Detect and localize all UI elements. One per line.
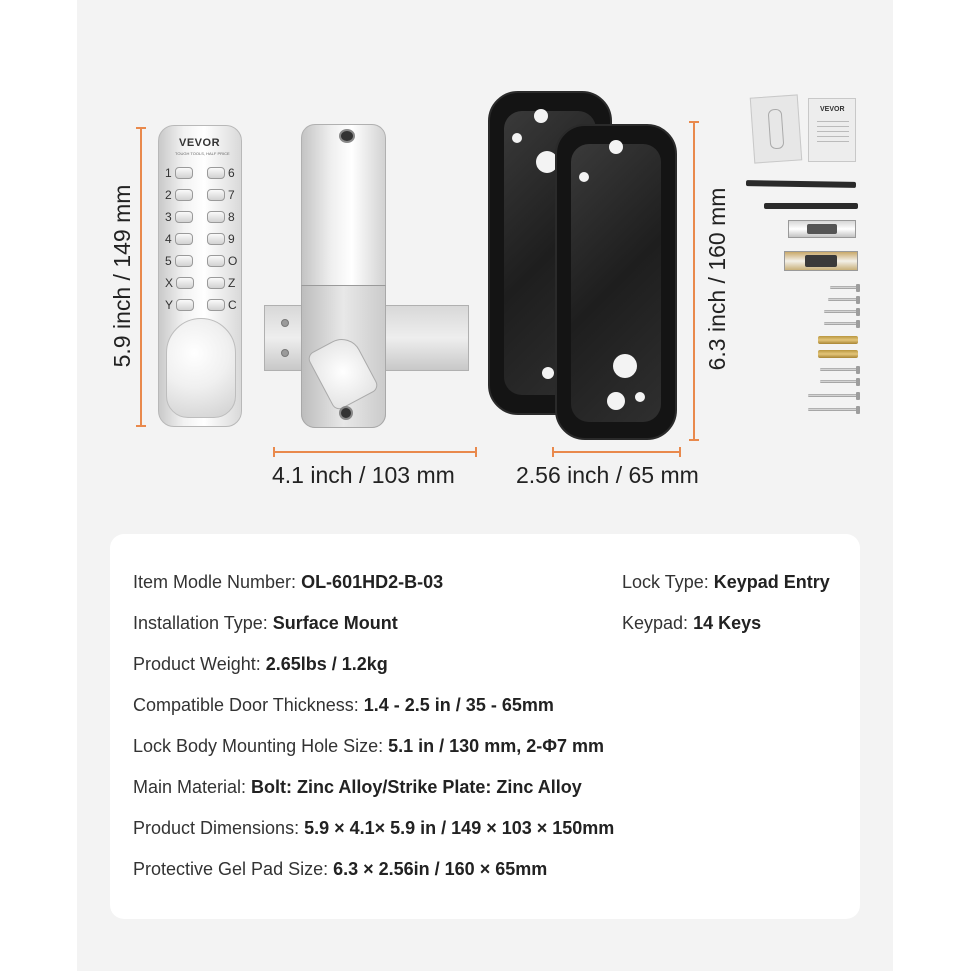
key-row [165, 228, 197, 250]
spec-row-gel-pad [133, 859, 547, 880]
spec-card [110, 534, 860, 919]
lock-width-tick-left [273, 447, 275, 457]
key-row [165, 272, 197, 294]
screw [820, 380, 858, 383]
screw-head [856, 320, 860, 328]
spec-row-material [133, 777, 582, 798]
spec-label: Compatible Door Thickness: [133, 695, 364, 715]
key-row [165, 294, 197, 316]
manual-lines [817, 121, 849, 145]
key-button[interactable] [207, 211, 225, 223]
lock-height-tick-top [136, 127, 146, 129]
key-button[interactable] [207, 233, 225, 245]
strike-plate [788, 220, 856, 238]
gel-pad-front [555, 124, 677, 440]
key-button[interactable] [176, 299, 194, 311]
gel-pad-hole [613, 354, 637, 378]
spec-label: Product Dimensions: [133, 818, 305, 838]
key-row [204, 206, 237, 228]
spec-label: Installation Type: [133, 613, 273, 633]
screw-head [856, 406, 860, 414]
screw [808, 394, 858, 397]
key-button[interactable] [207, 189, 225, 201]
spec-value: Keypad Entry [713, 572, 830, 592]
spec-row-mounting-hole [133, 736, 604, 757]
spec-value: Surface Mount [272, 613, 398, 633]
spec-row-dimensions [133, 818, 614, 839]
lock-width-label: 4.1 inch / 103 mm [272, 462, 455, 488]
key-button[interactable] [175, 189, 193, 201]
gel-pad-recess [571, 144, 661, 422]
screw [820, 368, 858, 371]
spec-value: 5.9 × 4.1× 5.9 in / 149 × 103 × 150mm [304, 818, 615, 838]
mounting-hole-top [339, 129, 355, 143]
key-row [165, 184, 197, 206]
pad-width-tick-left [552, 447, 554, 457]
key-label: Y [165, 298, 174, 312]
manual-brand: VEVOR [820, 106, 845, 113]
strike-opening [807, 224, 837, 234]
pad-width-tick-right [679, 447, 681, 457]
spec-row-door-thickness [133, 695, 554, 716]
screw-head [856, 284, 860, 292]
key-label: Z [228, 276, 236, 290]
key-button[interactable] [207, 277, 225, 289]
screw [828, 298, 858, 301]
spec-value: 2.65lbs / 1.2kg [265, 654, 388, 674]
spec-label: Protective Gel Pad Size: [133, 859, 334, 879]
key-label: 6 [228, 166, 235, 180]
screw [808, 408, 858, 411]
key-row [165, 162, 197, 184]
keypad-left-column [165, 162, 197, 316]
gel-pad-hole [635, 392, 645, 402]
strike-box-opening [805, 255, 837, 267]
spec-label: Keypad: [622, 613, 694, 633]
wall-anchor [818, 350, 858, 358]
spec-label: Main Material: [133, 777, 252, 797]
lock-height-line [140, 128, 142, 426]
key-button[interactable] [176, 277, 194, 289]
lock-knob[interactable] [166, 318, 236, 418]
key-row [204, 162, 237, 184]
screw-head [856, 366, 860, 374]
spec-value: 6.3 × 2.56in / 160 × 65mm [333, 859, 548, 879]
gel-pad-hole [542, 367, 554, 379]
screw-head [856, 308, 860, 316]
key-label: 1 [165, 166, 172, 180]
key-button[interactable] [207, 299, 225, 311]
spec-row-lock-type [622, 572, 830, 593]
key-button[interactable] [175, 233, 193, 245]
strike-box [784, 251, 858, 271]
lock-width-line [274, 451, 476, 453]
screw-head [856, 392, 860, 400]
screw [830, 286, 858, 289]
key-button[interactable] [175, 167, 193, 179]
key-label: O [228, 254, 238, 268]
gel-pad-hole [607, 392, 625, 410]
pad-height-line [693, 122, 695, 440]
spec-value: 1.4 - 2.5 in / 35 - 65mm [363, 695, 554, 715]
pad-height-tick-top [689, 121, 699, 123]
gel-pad-hole [534, 109, 548, 123]
key-label: 3 [165, 210, 172, 224]
key-button[interactable] [175, 255, 193, 267]
spec-row-weight [133, 654, 388, 675]
key-label: 9 [228, 232, 235, 246]
spec-row-model [133, 572, 443, 593]
key-label: 5 [165, 254, 172, 268]
key-label: 2 [165, 188, 172, 202]
key-button[interactable] [207, 255, 225, 267]
spec-value: 5.1 in / 130 mm, 2-Φ7 mm [388, 736, 605, 756]
screw [824, 322, 858, 325]
lock-width-tick-right [475, 447, 477, 457]
user-manual [808, 98, 856, 162]
instruction-sheet [750, 94, 802, 163]
pad-width-line [553, 451, 680, 453]
mounting-hole-bottom [339, 406, 353, 420]
key-row [204, 250, 237, 272]
key-label: X [165, 276, 174, 290]
key-row [165, 250, 197, 272]
pad-height-label: 6.3 inch / 160 mm [704, 187, 730, 371]
pad-width-label: 2.56 inch / 65 mm [516, 462, 699, 488]
key-row [204, 294, 237, 316]
gel-pad-hole [609, 140, 623, 154]
bolt-screw-hole [281, 319, 289, 327]
spec-label: Lock Type: [622, 572, 714, 592]
key-label: 4 [165, 232, 172, 246]
key-label: 7 [228, 188, 235, 202]
bolt-screw-hole [281, 349, 289, 357]
screw-head [856, 378, 860, 386]
key-label: C [228, 298, 237, 312]
key-label: 8 [228, 210, 235, 224]
keypad-right-column [204, 162, 237, 316]
spec-value: OL-601HD2-B-03 [301, 572, 444, 592]
pad-height-tick-bottom [689, 439, 699, 441]
screw-set [800, 284, 864, 424]
spec-label: Product Weight: [133, 654, 266, 674]
spec-label: Item Modle Number: [133, 572, 302, 592]
spec-row-installation [133, 613, 398, 634]
lock-height-tick-bottom [136, 425, 146, 427]
key-row [204, 184, 237, 206]
keypad-brand-logo: VEVOR [179, 137, 221, 149]
spindle-rod [764, 203, 858, 209]
keypad-slogan: TOUGH TOOLS, HALF PRICE [175, 151, 230, 156]
key-row [204, 272, 237, 294]
spec-row-keypad [622, 613, 761, 634]
key-button[interactable] [175, 211, 193, 223]
spec-value: Bolt: Zinc Alloy/Strike Plate: Zinc Alloy [251, 777, 582, 797]
wall-anchor [818, 336, 858, 344]
screw-head [856, 296, 860, 304]
screw [824, 310, 858, 313]
key-button[interactable] [207, 167, 225, 179]
gel-pad-hole [579, 172, 589, 182]
key-row [165, 206, 197, 228]
gel-pad-hole [512, 133, 522, 143]
spec-value: 14 Keys [693, 613, 762, 633]
lock-height-label: 5.9 inch / 149 mm [109, 184, 135, 368]
key-row [204, 228, 237, 250]
sheet-diagram [768, 109, 785, 150]
spec-label: Lock Body Mounting Hole Size: [133, 736, 389, 756]
